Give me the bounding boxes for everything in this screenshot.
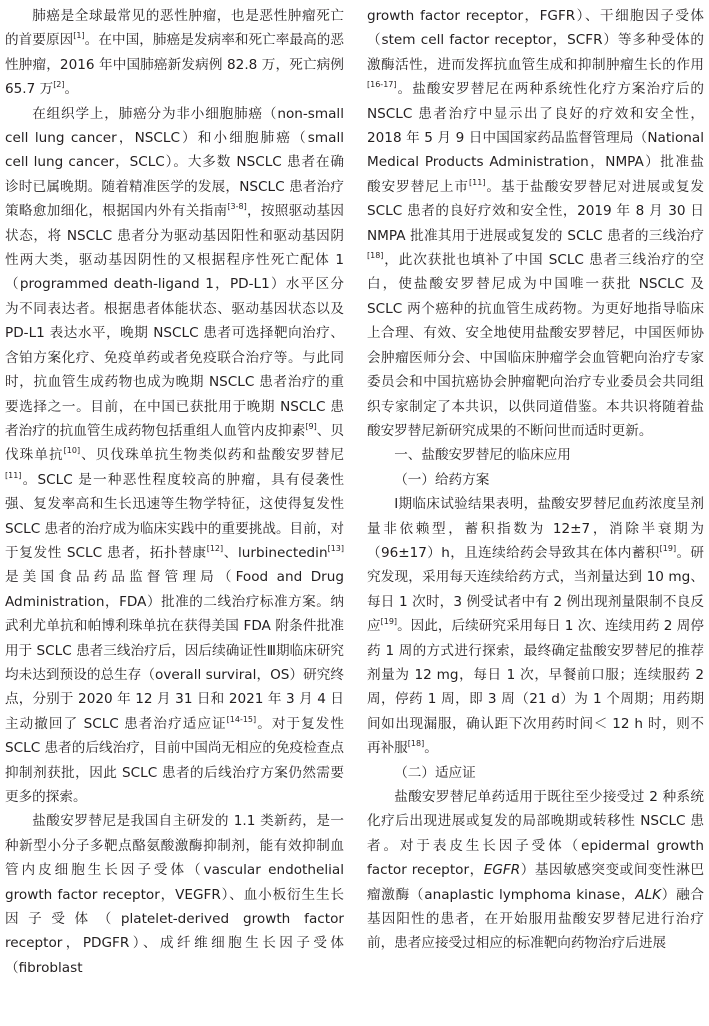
citation-ref: [10]	[63, 446, 81, 456]
text-segment: 。基于盐酸安罗替尼对进展或复发 SCLC 患者的良好疗效和安全性，2019 年 8 月 30 日 NMPA 批准其用于进展或复发的 SCLC 患者的三线治疗	[367, 178, 705, 244]
paragraph-p2	[5, 102, 344, 810]
italic-gene-name: EGFR	[483, 862, 521, 879]
citation-ref: [9]	[305, 421, 317, 431]
subsection-dosing-body	[367, 492, 704, 760]
citation-ref: [19]	[659, 543, 677, 553]
text-segment: ）基因敏感突变或间变性淋巴瘤激酶（anaplastic lymphoma kinase，	[367, 862, 704, 903]
text-segment: 。因此，后续研究采用每日 1 次、连续用药 2 周停药 1 周的方式进行探索，最终确定盐酸安罗替尼的推荐剂量为 12 mg，每日 1 次，早餐前口服；连续服药 2 周，停药 1 周，即 3 周（21 d）为 1 个周期；用药期间如出现漏服，确认距下次用药时间＜ 12 h 时，则不再补服	[367, 618, 704, 757]
citation-ref: [13]	[327, 543, 344, 553]
citation-ref: [18]	[367, 251, 384, 261]
text-segment: 盐酸安罗替尼单药适用于既往至少接受过 2 种系统化疗后出现进展或复发的局部晚期或转移性 NSCLC 患者。对于表皮生长因子受体（epidermal growth factor receptor，	[367, 789, 704, 879]
text-segment: 。SCLC 是一种恶性程度较高的肿瘤，具有侵袭性强、复发率高和生长迅速等生物学特征，这使得复发性 SCLC 患者的治疗成为临床实践中的重要挑战。目前，对于复发性 SCLC 患者，拓扑替康	[5, 471, 344, 561]
paragraph-p1	[5, 4, 344, 102]
text-segment: ，按照驱动基因状态，将 NSCLC 患者分为驱动基因阳性和驱动基因阴性两大类，驱动基因阴性的又根据程序性死亡配体 1（programmed death-ligand 1，PD-L1）水平区分为不同表达者。根据患者体能状态、驱动基因状态以及 PD-L1 表达水平，晚期 NSCLC 患者可选择靶向治疗、含铂方案化疗、免疫单药或者免疫联合治疗等。与此同时，抗血管生成药物也成为晚期 NSCLC 患者治疗的重要选择之一。目前，在中国已获批用于晚期 NSCLC 患者治疗的抗血管生成药物包括重组人血管内皮抑素	[5, 203, 344, 439]
text-segment: 、贝伐珠单抗生物类似药和盐酸安罗替尼	[80, 447, 345, 464]
right-column	[367, 4, 704, 956]
paragraph-dosing	[367, 492, 704, 760]
citation-ref: [16-17]	[367, 80, 397, 90]
text-segment: 肺癌是全球最常见的恶性肿瘤，也是恶性肿瘤死亡的首要原因	[5, 8, 344, 49]
text-segment: growth factor receptor，FGFR）、干细胞因子受体（stem cell factor receptor，SCFR）等多种受体的激酶活性，进而发挥抗血管生成和抑制肿瘤生长的作用	[367, 8, 704, 73]
italic-gene-name: ALK	[635, 886, 662, 903]
citation-ref: [18]	[407, 739, 425, 749]
paragraph-p3	[5, 809, 344, 980]
text-segment: ）融合基因阳性的患者，在开始服用盐酸安罗替尼进行治疗前，患者应接受过相应的标准靶向药物治疗后进展	[367, 886, 704, 952]
subsection-heading-indications: （二）适应证	[394, 764, 476, 781]
text-segment: ，此次获批也填补了中国 SCLC 患者三线治疗的空白，使盐酸安罗替尼成为中国唯一获批 NSCLC 及 SCLC 两个癌种的抗血管生成药物。为更好地指导临床上合理、有效、安全地使用盐酸安罗替尼，中国医师协会肿瘤医师分会、中国临床肿瘤学会血管靶向治疗专家委员会和中国抗癌协会肿瘤靶向治疗专业委员会共同组织专家制定了本共识，以供同道借鉴。本共识将随着盐酸安罗替尼新研究成果的不断问世而适时更新。	[367, 252, 704, 439]
citation-ref: [19]	[380, 617, 398, 627]
text-segment: 。	[424, 740, 438, 757]
text-segment: 。研究发现，采用每天连续给药方式，当剂量达到 10 mg、每日 1 次时，3 例受试者中有 2 例出现剂量限制不良反应	[367, 544, 704, 635]
text-segment: 在组织学上，肺癌分为非小细胞肺癌（non-small cell lung cancer，NSCLC）和小细胞肺癌（small cell lung cancer，SCLC）。大多数 NSCLC 患者在确诊时已属晚期。随着精准医学的发展，NSCLC 患者治疗策略愈加细化，根据国内外有关指南	[5, 105, 344, 220]
text-segment: 。	[64, 81, 79, 98]
text-segment: 、lurbinectedin	[223, 544, 328, 561]
text-segment: 是美国食品药品监督管理局（Food and Drug Administration，FDA）批准的二线治疗标准方案。纳武利尤单抗和帕博利珠单抗在获得美国 FDA 附条件批准用于 SCLC 患者三线治疗后，因后续确证性Ⅲ期临床研究均未达到预设的总生存（overall surviral，OS）研究终点，分别于 2020 年 12 月 31 日和 2021 年 3 月 4 日主动撤回了 SCLC 患者治疗适应证	[5, 569, 344, 732]
paragraph-p4	[367, 4, 704, 443]
citation-ref: [12]	[206, 543, 224, 553]
right-intro-block	[367, 4, 704, 443]
citation-ref: [11]	[469, 177, 486, 187]
citation-ref: [2]	[53, 80, 65, 90]
left-column	[5, 4, 344, 980]
citation-ref: [3-8]	[227, 202, 247, 212]
text-segment: 。对于复发性 SCLC 患者的后线治疗，目前中国尚无相应的免疫检查点抑制剂获批，因此 SCLC 患者的后线治疗方案仍然需要更多的探索。	[5, 715, 345, 805]
subsection-indications-body	[367, 785, 704, 956]
section-heading: 一、盐酸安罗替尼的临床应用	[394, 447, 571, 464]
text-segment: 、贝伐珠单抗	[5, 422, 345, 464]
text-segment: 。盐酸安罗替尼在两种系统性化疗方案治疗后的 NSCLC 患者治疗中显示出了良好的疗效和安全性，2018 年 5 月 9 日中国国家药品监督管理局（National Medical Products Administration，NMPA）批准盐酸安罗替尼上市	[367, 81, 704, 195]
paragraph-indications	[367, 785, 704, 956]
text-segment: 盐酸安罗替尼是我国自主研发的 1.1 类新药，是一种新型小分子多靶点酪氨酸激酶抑制剂，能有效抑制血管内皮细胞生长因子受体（vascular endothelial growth factor receptor，VEGFR）、血小板衍生生长因子受体（platelet-derived growth factor receptor，PDGFR）、成纤维细胞生长因子受体（fibroblast	[5, 813, 344, 976]
citation-ref: [11]	[5, 470, 22, 480]
subsection-heading-dosing: （一）给药方案	[394, 471, 490, 488]
text-segment: Ⅰ期临床试验结果表明，盐酸安罗替尼血药浓度呈剂量非依赖型，蓄积指数为 12±7，消除半衰期为（96±17）h，且连续给药会导致其在体内蓄积	[367, 496, 704, 561]
citation-ref: [1]	[73, 31, 85, 41]
text-segment: 。在中国，肺癌是发病率和死亡率最高的恶性肿瘤，2016 年中国肺癌新发病例 82.8 万，死亡病例 65.7 万	[5, 32, 345, 98]
citation-ref: [14-15]	[226, 714, 257, 724]
